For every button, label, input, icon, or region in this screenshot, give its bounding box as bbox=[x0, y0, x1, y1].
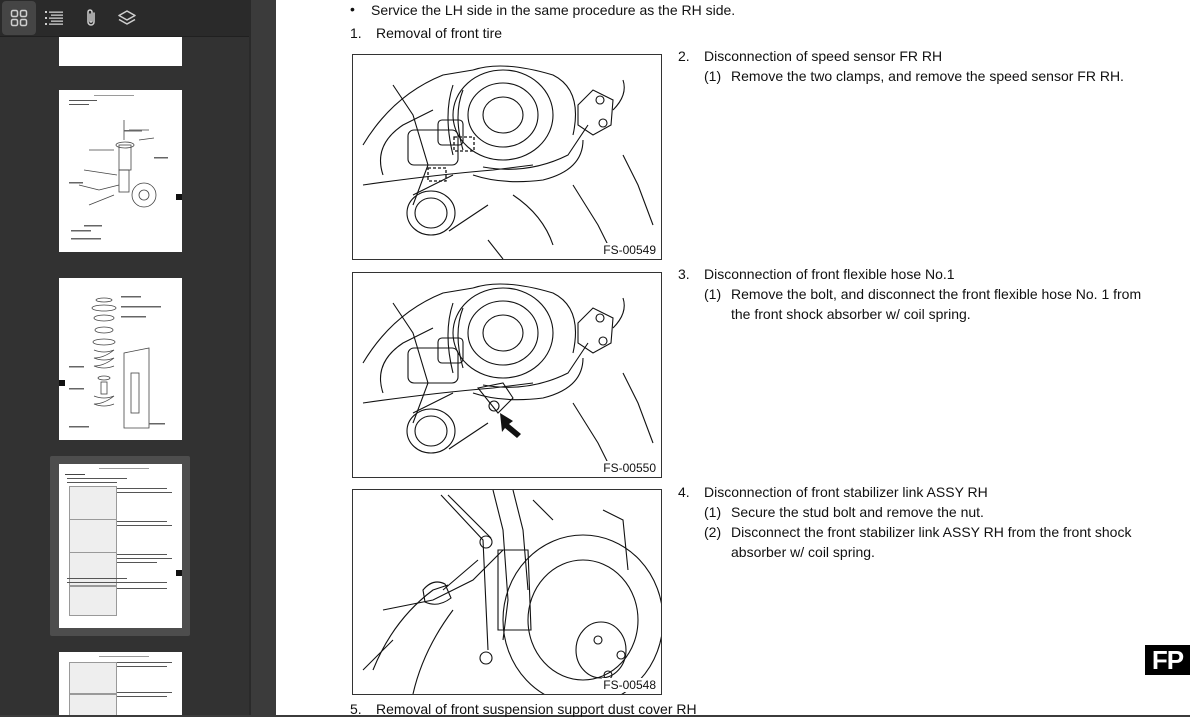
step-number: 5. bbox=[350, 701, 362, 717]
intro-bullet: • bbox=[350, 1, 355, 17]
layers-icon bbox=[117, 9, 137, 27]
page-thumbnail[interactable] bbox=[59, 37, 182, 66]
substep-number: (1) bbox=[704, 286, 722, 302]
corner-page-tab: FP bbox=[1145, 645, 1190, 675]
substep-text: Secure the stud bolt and remove the nut. bbox=[731, 504, 984, 520]
attachment-paperclip-icon bbox=[83, 8, 99, 28]
sidebar-toolbar bbox=[0, 0, 249, 37]
substep-number: (2) bbox=[704, 524, 722, 540]
step-number: 3. bbox=[678, 266, 690, 282]
thumbnail-sidebar bbox=[0, 0, 249, 715]
thumbnails-grid-button[interactable] bbox=[2, 1, 36, 35]
figure-stabilizer-link bbox=[352, 489, 662, 695]
intro-text: Service the LH side in the same procedure as the RH side. bbox=[371, 2, 736, 18]
figure-illustration bbox=[353, 273, 661, 477]
step-title: Disconnection of speed sensor FR RH bbox=[704, 48, 943, 64]
substep-number: (1) bbox=[704, 68, 722, 84]
figure-speed-sensor bbox=[352, 54, 662, 260]
substep-number: (1) bbox=[704, 504, 722, 520]
sidebar-gutter bbox=[249, 0, 276, 715]
attachments-button[interactable] bbox=[74, 1, 108, 35]
figure-illustration bbox=[353, 490, 661, 694]
step-number: 2. bbox=[678, 48, 690, 64]
page-thumbnail[interactable] bbox=[59, 90, 182, 252]
page-thumbnail[interactable] bbox=[59, 278, 182, 440]
substep-text: absorber w/ coil spring. bbox=[731, 544, 875, 560]
step-title: Disconnection of front flexible hose No.1 bbox=[704, 266, 955, 282]
substep-text: the front shock absorber w/ coil spring. bbox=[731, 306, 971, 322]
substep-text: Remove the bolt, and disconnect the front flexible hose No. 1 from bbox=[731, 286, 1142, 302]
page-thumbnail-current[interactable] bbox=[59, 464, 182, 628]
substep-text: Disconnect the front stabilizer link ASSY RH from the front shock bbox=[731, 524, 1132, 540]
step-title: Disconnection of front stabilizer link ASSY RH bbox=[704, 484, 988, 500]
layers-button[interactable] bbox=[110, 1, 144, 35]
sidebar-resize-handle[interactable] bbox=[249, 0, 251, 715]
figure-flexible-hose bbox=[352, 272, 662, 478]
figure-caption: FS-00548 bbox=[603, 678, 656, 692]
step-number: 4. bbox=[678, 484, 690, 500]
figure-caption: FS-00550 bbox=[603, 461, 656, 475]
thumbnails-grid-icon bbox=[10, 9, 28, 27]
outline-button[interactable] bbox=[37, 1, 71, 35]
outline-list-icon bbox=[44, 9, 64, 27]
page-thumbnail[interactable] bbox=[59, 652, 182, 715]
figure-caption: FS-00549 bbox=[603, 243, 656, 257]
step-title: Removal of front tire bbox=[376, 25, 503, 41]
step-title: Removal of front suspension support dust cover RH bbox=[376, 701, 697, 717]
substep-text: Remove the two clamps, and remove the speed sensor FR RH. bbox=[731, 68, 1124, 84]
step-number: 1. bbox=[350, 25, 362, 41]
figure-illustration bbox=[353, 55, 661, 259]
